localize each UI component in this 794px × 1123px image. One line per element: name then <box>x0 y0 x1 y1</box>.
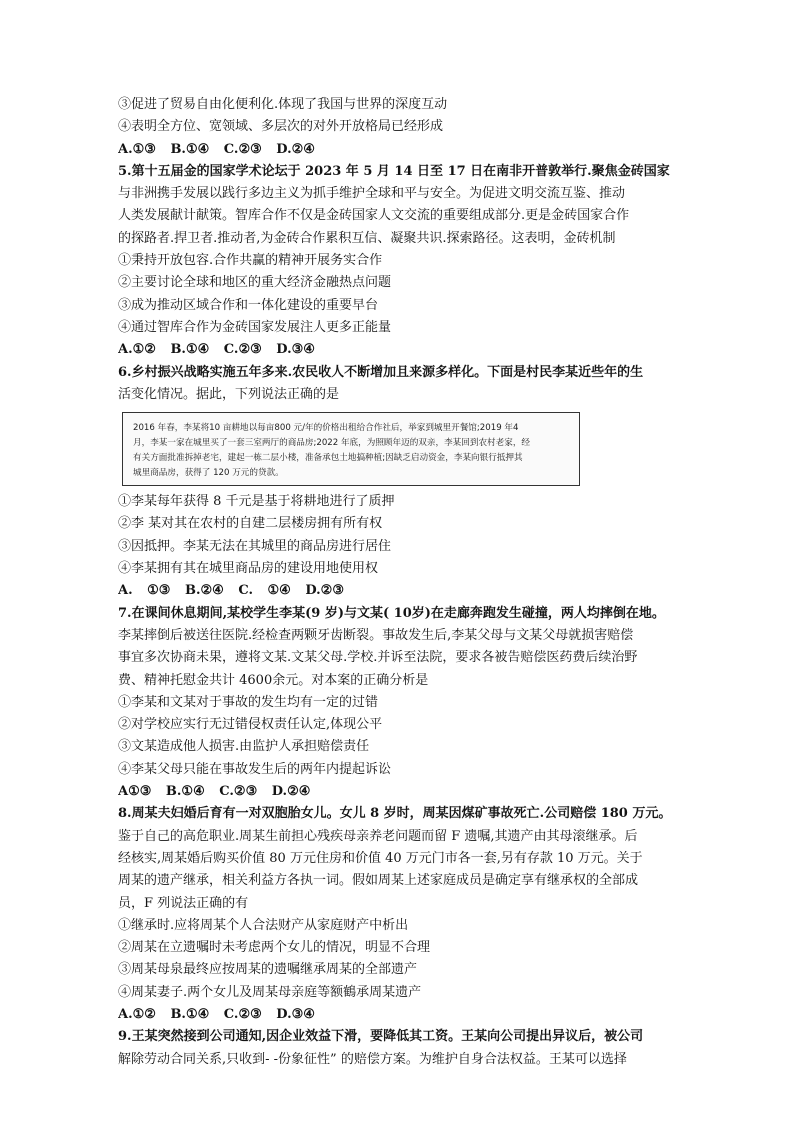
option-4: ④表明全方位、宽领域、多层次的对外开放格局已经形成 <box>118 119 444 135</box>
question-6-option-3: ③因抵押。李某无法在其城里的商品房进行居住 <box>118 538 392 554</box>
question-5-stem: 与非洲携手发展以践行多边主义为抓手维护全球和平与安全。为促进文明交流互鉴、推动 <box>118 186 626 202</box>
question-6-answer-choices: A. ①③ B.②④ C. ①④ D.②③ <box>118 583 344 599</box>
question-6-material <box>118 406 680 491</box>
question-7-stem: 7.在课间休息期间,某校学生李某(9 岁)与文某( 10岁)在走廊奔跑发生碰撞，两人均摔倒在地。 <box>118 605 665 621</box>
material-box <box>122 412 580 486</box>
question-7-option-2: ②对学校应实行无过错侵权责任认定,体现公平 <box>118 717 383 733</box>
question-8-option-1: ①继承时.应将周某个人合法财产从家庭财产中析出 <box>118 917 409 933</box>
material-line: 月，李某一家在城里买了一套三室两厅的商品房;2022 年底，为照顾年迈的双亲，李某回到农村老家，经 <box>133 438 531 449</box>
question-7-stem: 费、精神托慰金共计 4600余元。对本案的正确分析是 <box>118 672 429 688</box>
question-6-stem: 6.乡村振兴战略实施五年多来.农民收人不断增加且来源多样化。下面是村民李某近些年的生 <box>118 364 644 380</box>
question-8-stem: 经核实,周某婚后购买价值 80 万元住房和价值 40 万元门市各一套,另有存款 10 万元。关于 <box>118 850 643 866</box>
question-9-stem: 9.王某突然接到公司通知,因企业效益下滑，要降低其工资。王某向公司提出异议后，被公司 <box>118 1029 644 1045</box>
question-8-option-3: ③周某母泉最终应按周某的遗嘱继承周某的全部遗产 <box>118 962 418 978</box>
option-3: ③促进了贸易自由化便利化.体现了我国与世界的深度互动 <box>118 97 448 112</box>
question-8-stem: 8.周某夫妇婚后育有一对双胞胎女儿。女儿 8 岁时，周某因煤矿事故死亡.公司赔偿 180 万元。 <box>118 806 672 822</box>
question-7-option-1: ①李某和文某对于事故的发生均有一定的过错 <box>118 694 379 710</box>
question-8-stem: 周某的遗产继承，相关利益方各执一词。假如周某上述家庭成员是确定享有继承权的全部成 <box>118 873 639 889</box>
question-8-stem: 鉴于自己的高危职业.周某生前担心残疾母亲养老问题而留 F 遗嘱,其遗产由其母滚继承。后 <box>118 828 638 844</box>
question-5-option-4: ④通过智库合作为金砖国家发展注人更多正能量 <box>118 319 392 335</box>
question-6-option-4: ④李某拥有其在城里商品房的建设用地使用权 <box>118 561 379 577</box>
material-line: 城里商品房，获得了 120 万元的贷款。 <box>133 468 284 479</box>
material-line: 有关方面批准拆掉老宅，建起一栋二层小楼，准备承包土地搞种植;因缺乏启动资金，李某向银行抵押其 <box>133 453 523 464</box>
question-6-option-1: ①李某每年获得 8 千元是基于将耕地进行了质押 <box>118 494 395 510</box>
question-8-option-2: ②周某在立遗嘱时未考虑两个女儿的情况，明显不合理 <box>118 940 431 956</box>
question-7-stem: 事宜多次协商未果，遵将文某.文某父母.学校.并诉至法院，要求各被告赔偿医药费后续治野 <box>118 650 638 666</box>
question-5-stem: 5.第十五届金的国家学术论坛于 2023 年 5 月 14 日至 17 日在南非开普敦举行.聚焦金砖国家 <box>118 163 670 179</box>
question-5-answer-choices: A.①② B.①④ C.②③ D.③④ <box>118 342 315 358</box>
question-8-answer-choices: A.①② B.①④ C.②③ D.③④ <box>118 1006 315 1022</box>
question-5-stem: 人类发展献计献策。智库合作不仅是金砖国家人文交流的重要组成部分.更是金砖国家合作 <box>118 208 630 224</box>
question-7-option-4: ④李某父母只能在事故发生后的两年内提起诉讼 <box>118 761 392 777</box>
question-list <box>118 94 680 1071</box>
question-9-stem: 解除劳动合同关系,只收到- -份象征性” 的赔偿方案。为维护自身合法权益。王某可以选择 <box>118 1051 627 1067</box>
question-7-answer-choices: A①③ B.①④ C.②③ D.②④ <box>118 784 311 800</box>
question-5-option-1: ①秉持开放包容.合作共赢的精神开展务实合作 <box>118 253 383 269</box>
answer-choices: A.①③ B.①④ C.②③ D.②④ <box>118 141 315 157</box>
question-7-option-3: ③文某造成他人损害.由监护人承担赔偿责任 <box>118 739 370 755</box>
question-6-stem: 活变化情况。据此，下列说法正确的是 <box>118 386 340 402</box>
question-5-stem: 的探路者.捍卫者.推动者,为金砖合作累积互信、凝聚共识.探索路径。这表明，金砖机制 <box>118 230 616 246</box>
material-line: 2016 年春，李某将10 亩耕地以每亩800 元/年的价格出租给合作社后，举家到城里开餐馆;2019 年4 <box>133 423 519 434</box>
question-7-stem: 李某摔倒后被送往医院.经检查两颗牙齿断裂。事故发生后,李某父母与文某父母就损害赔偿 <box>118 627 634 643</box>
question-5-option-3: ③成为推动区域合作和一体化建设的重要早台 <box>118 297 379 313</box>
question-8-stem: 员，F 列说法正确的有 <box>118 895 249 911</box>
question-5-option-2: ②主要讨论全球和地区的重大经济金融热点问题 <box>118 275 392 291</box>
question-6-option-2: ②李 某对其在农村的自建二层楼房拥有所有权 <box>118 516 383 532</box>
question-8-option-4: ④周某妻子.两个女儿及周某母亲庭等额鶴承周某遗产 <box>118 984 422 1000</box>
